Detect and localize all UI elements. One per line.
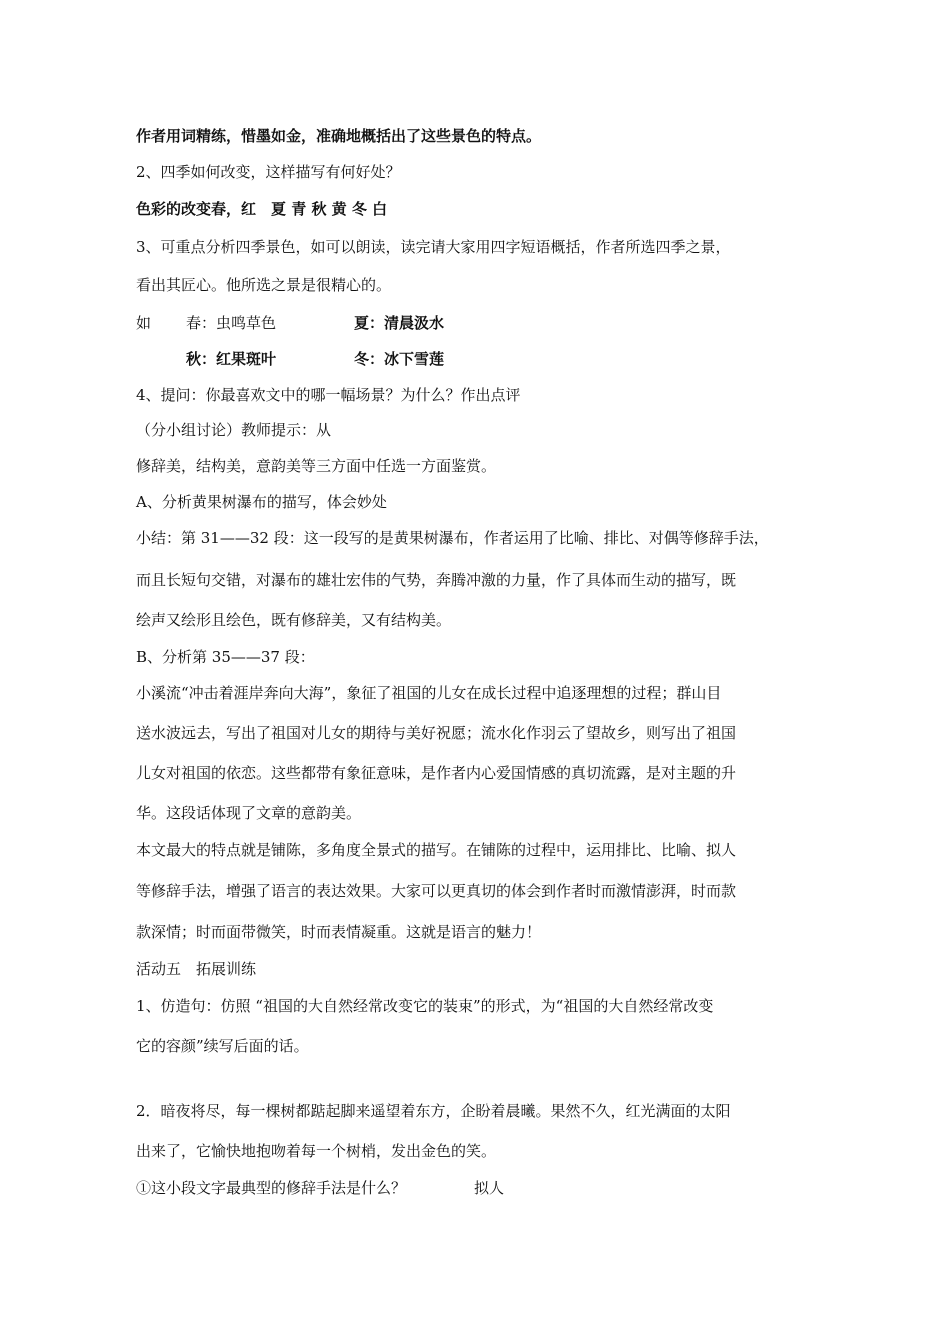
exercise-1-line-1: 1、仿造句：仿照 “祖国的大自然经常改变它的装束”的形式，为“祖国的大自然经常改变	[136, 997, 714, 1015]
conclusion-line-2: 等修辞手法，增强了语言的表达效果。大家可以更真切的体会到作者时而激情澎湃，时而款	[136, 882, 737, 900]
section-a-summary-line-3: 绘声又绘形且绘色，既有修辞美，又有结构美。	[136, 611, 452, 629]
section-a-summary-line-1: 小结：第 31——32 段：这一段写的是黄果树瀑布，作者运用了比喻、排比、对偶等修辞手法，	[136, 529, 769, 547]
section-b-line-1: 小溪流“冲击着涯岸奔向大海”，象征了祖国的儿女在成长过程中追逐理想的过程；群山目	[136, 684, 722, 702]
exercise-2-question	[136, 1178, 636, 1198]
section-b-line-3: 儿女对祖国的依恋。这些都带有象征意味，是作者内心爱国情感的真切流露，是对主题的升	[136, 764, 737, 782]
season-examples-row-2	[136, 349, 636, 369]
spring-example: 春：虫鸣草色	[186, 314, 277, 332]
exercise-2-line-1: 2．暗夜将尽，每一棵树都踮起脚来遥望着东方，企盼着晨曦。果然不久，红光满面的太阳	[136, 1102, 731, 1120]
rhetoric-question: ①这小段文字最典型的修辞手法是什么？	[136, 1179, 407, 1197]
section-a-heading: A、分析黄果树瀑布的描写，体会妙处	[136, 493, 387, 511]
question-3-line-2: 看出其匠心。他所选之景是很精心的。	[136, 276, 392, 294]
winter-example: 冬：冰下雪莲	[354, 350, 445, 368]
section-b-line-2: 送水波远去，写出了祖国对儿女的期待与美好祝愿；流水化作羽云了望故乡，则写出了祖国	[136, 724, 737, 742]
appreciation-aspects: 修辞美，结构美，意韵美等三方面中任选一方面鉴赏。	[136, 457, 497, 475]
conclusion-line-1: 本文最大的特点就是铺陈，多角度全景式的描写。在铺陈的过程中，运用排比、比喻、拟人	[136, 841, 737, 859]
color-change-answer: 色彩的改变春，红 夏 青 秋 黄 冬 白	[136, 200, 388, 218]
question-4: 4、提问：你最喜欢文中的哪一幅场景？为什么？作出点评	[136, 386, 521, 404]
rhetoric-answer: 拟人	[474, 1179, 505, 1197]
question-3-line-1: 3、可重点分析四季景色，如可以朗读，读完请大家用四字短语概括，作者所选四季之景，	[136, 238, 731, 256]
section-a-summary-line-2: 而且长短句交错，对瀑布的雄壮宏伟的气势，奔腾冲激的力量，作了具体而生动的描写，既	[136, 571, 737, 589]
activity-5-heading: 活动五 拓展训练	[136, 960, 257, 978]
exercise-1-line-2: 它的容颜”续写后面的话。	[136, 1037, 309, 1055]
summary-statement: 作者用词精练，惜墨如金，准确地概括出了这些景色的特点。	[136, 127, 542, 145]
autumn-example: 秋：红果斑叶	[186, 350, 277, 368]
example-prefix: 如	[136, 314, 152, 332]
conclusion-line-3: 款深情；时而面带微笑，时而表情凝重。这就是语言的魅力！	[136, 923, 542, 941]
exercise-2-line-2: 出来了，它愉快地抱吻着每一个树梢，发出金色的笑。	[136, 1142, 497, 1160]
section-b-heading: B、分析第 35——37 段：	[136, 648, 315, 666]
section-b-line-4: 华。这段话体现了文章的意韵美。	[136, 804, 362, 822]
question-2: 2、四季如何改变，这样描写有何好处？	[136, 163, 401, 181]
season-examples-row-1	[136, 313, 636, 333]
group-discussion-hint: （分小组讨论）教师提示：从	[136, 421, 332, 439]
summer-example: 夏：清晨汲水	[354, 314, 445, 332]
